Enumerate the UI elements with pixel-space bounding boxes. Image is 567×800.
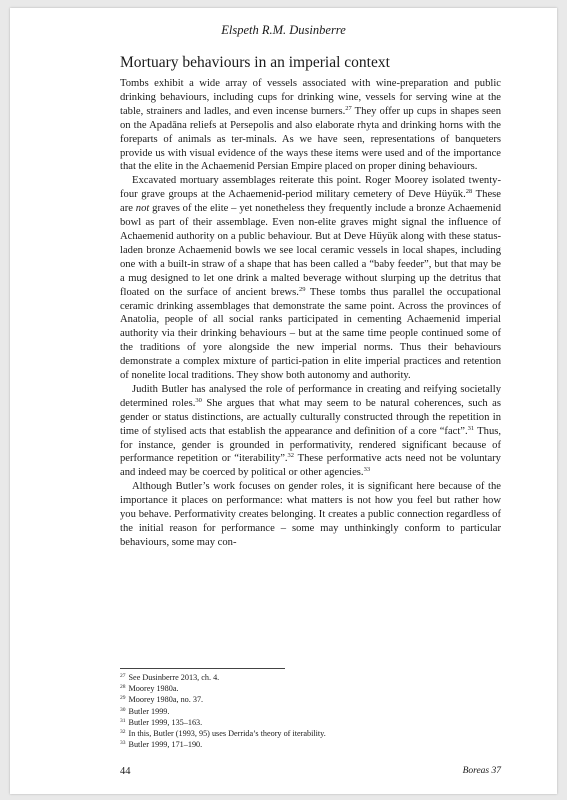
footnote-ref: 27 xyxy=(345,104,352,112)
text-run: These are xyxy=(120,189,501,215)
footnote-text: In this, Butler (1993, 95) uses Derrida’s theory of iterability. xyxy=(128,729,326,739)
footnote-text: Butler 1999, 135–163. xyxy=(128,717,203,727)
journal-name: Boreas 37 xyxy=(462,766,501,776)
footnote xyxy=(120,672,501,683)
footnote-number: 29 xyxy=(120,695,126,702)
footnote-ref: 30 xyxy=(195,396,202,404)
footnote-number: 30 xyxy=(120,706,126,713)
paragraph xyxy=(120,77,501,174)
paragraph xyxy=(120,174,501,383)
document-page xyxy=(10,8,557,794)
text-run: They offer up cups in shapes seen on the Apadāna reliefs at Persepolis and also elaborate rhyta and drinking horns with the foreparts of animals as ter-minals. As we have seen, representations of banqueters provide us with visual evidence of the ways these items were used and of the importance that the elite in the Achaemenid Persian Empire placed on proper dining behaviours. xyxy=(120,105,501,173)
text-run: Thus, for instance, gender is grounded in performativity, rendered significant because of performance repetition or “iterability”. xyxy=(120,425,502,465)
footnote-number: 33 xyxy=(120,740,126,747)
footnote-ref: 29 xyxy=(298,285,306,293)
footnote xyxy=(120,717,501,728)
footnote-number: 32 xyxy=(120,729,126,736)
text-run: Although Butler’s work focuses on gender roles, it is significant here because of the importance it places on performance: what matters is not how you feel but rather how you behave. Performativity creates belonging. It creates a public connection regardless of the initial reason for performance – some may unthinkingly conform to particular behaviours, some may con- xyxy=(120,481,501,548)
page-number: 44 xyxy=(120,766,131,777)
footnote xyxy=(120,706,501,717)
body-text xyxy=(120,77,501,550)
footnote-ref: 31 xyxy=(467,424,475,432)
text-run: These tombs thus parallel the occupational ceramic drinking assemblages that demonstrate the same point. Across the provinces of Anatolia, people of all social ranks participated in cementing Achaemenid imperial authority via their drinking behaviours – but at the same time people continued some of the traditions of yore alongside the new imperial norms. Thus their behaviours demonstrate a complex mixture of partici-pation in elite imperial practices and retention of nonelite local traditions. They show both autonomy and authority. xyxy=(120,286,501,382)
footnote xyxy=(120,683,501,694)
footnote-text: Moorey 1980a. xyxy=(128,684,179,694)
footnote-ref: 28 xyxy=(465,188,473,196)
footnote-text: Butler 1999. xyxy=(128,706,170,716)
text-run: She argues that what may seem to be natural coherences, such as gender or status distinctions, are actually culturally constructed through the repetition in time of stylised acts that establish the appearance and definition of a core “fact”. xyxy=(120,397,501,437)
text-run: graves of the elite – yet nonetheless they frequently include a bronze Achaemenid bowl as part of their assemblage. Even non-elite graves might signal the influence of Achaemenid authority on a public behaviour. But at Deve Hüyük along with these status-laden bronze Achaemenid bowls we see local ceramic vessels in local shapes, including one with a built-in straw of a shape that has been called a “baby feeder”, but that may be a mug designed to let one drink a malted beverage without slurping up the detritus that floated on the surface of ancient brews. xyxy=(120,203,501,298)
main-content xyxy=(120,54,501,550)
footnote-number: 27 xyxy=(120,673,126,679)
paragraph xyxy=(120,383,501,480)
footnote-text: Butler 1999, 171–190. xyxy=(128,740,203,750)
text-run: Excavated mortuary assemblages reiterate this point. Roger Moorey isolated twenty-four grave groups at the Achaemenid-period military cemetery of Deve Hüyük. xyxy=(120,175,501,201)
footnote-ref: 32 xyxy=(287,452,295,460)
footnote-number: 31 xyxy=(120,717,126,724)
footnote xyxy=(120,694,501,705)
text-run: Tombs exhibit a wide array of vessels associated with wine-preparation and public drinking behaviours, including cups for drinking wine, vessels for serving wine at the table, strainers and ladles, and even incense burners. xyxy=(120,78,501,117)
footnote-separator xyxy=(120,668,285,669)
paragraph xyxy=(120,480,501,550)
footnote-ref: 33 xyxy=(363,466,371,474)
text-run: Judith Butler has analysed the role of performance in creating and reifying societally determined roles. xyxy=(120,383,501,409)
footnote-text: Moorey 1980a, no. 37. xyxy=(128,695,204,705)
footnote xyxy=(120,728,501,739)
footnote xyxy=(120,739,501,750)
emphasis: not xyxy=(135,203,150,215)
section-title: Mortuary behaviours in an imperial context xyxy=(120,54,390,71)
footnote-number: 28 xyxy=(120,684,126,691)
footnotes xyxy=(120,672,501,750)
text-run: These performative acts need not be voluntary and indeed may be coerced by political or other agencies. xyxy=(120,453,501,479)
running-head: Elspeth R.M. Dusinberre xyxy=(221,23,346,37)
footnote-text: See Dusinberre 2013, ch. 4. xyxy=(128,673,220,682)
